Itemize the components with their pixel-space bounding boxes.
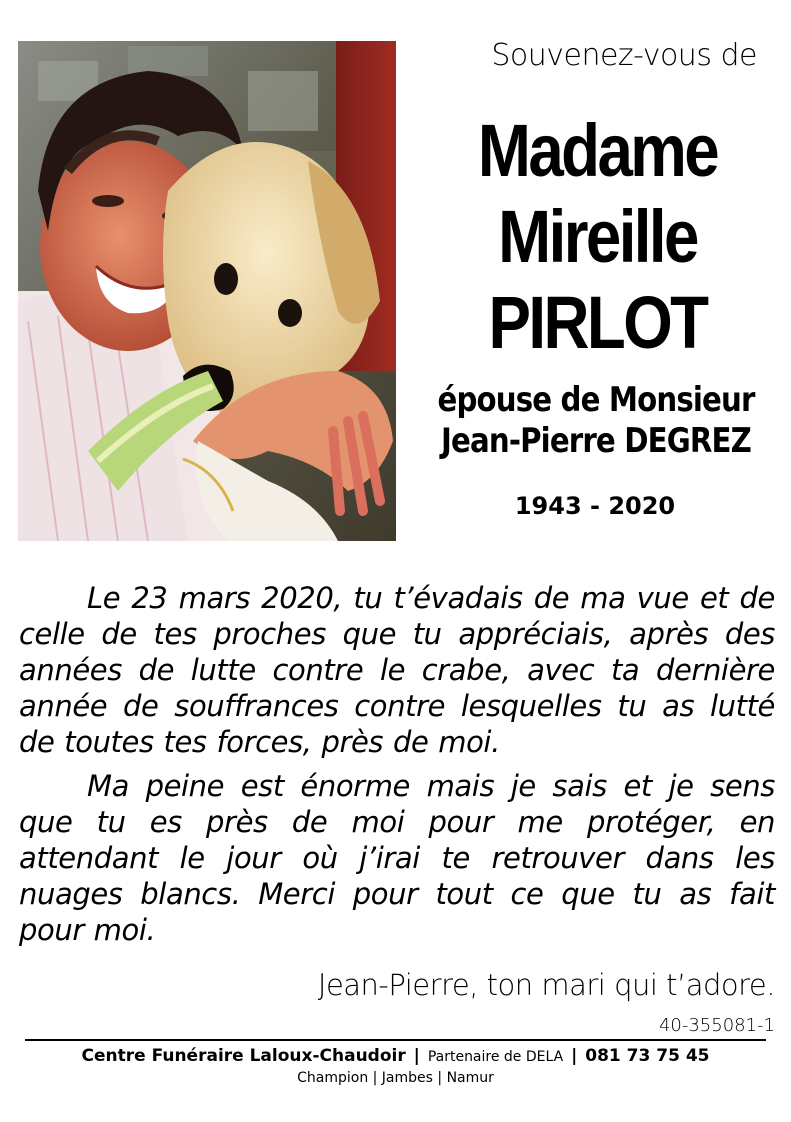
name-last: PIRLOT [488,281,707,364]
spouse-line-1: épouse de Monsieur [437,380,755,420]
deceased-name [436,108,759,366]
divider [25,1039,766,1041]
memorial-paragraph-2: Ma peine est énorme mais je sais et je sens que tu es près de moi pour me protéger, en attendant le jour où j’irai te retrouver dans les nuages blancs. Merci pour tout ce que tu as fait pour moi. [19,769,775,947]
footer-separator: | [413,1046,420,1066]
footer [18,1046,773,1086]
life-years: 1943 - 2020 [514,492,676,520]
funeral-home-name: Centre Funéraire Laloux-Chaudoir [81,1046,406,1066]
reference-number: 40-355081-1 [658,1015,775,1036]
memorial-text [19,580,775,956]
partner-text: Partenaire de DELA [427,1049,564,1065]
intro-text: Souvenez-vous de [491,38,757,73]
phone-number: 081 73 75 45 [585,1046,710,1066]
spouse-line-2: Jean-Pierre DEGREZ [440,421,751,461]
name-title: Madame [477,109,718,192]
portrait-illustration [18,41,396,541]
portrait-photo [18,41,396,541]
footer-locations: Champion | Jambes | Namur [297,1070,494,1086]
name-first: Mireille [498,195,697,278]
memorial-paragraph-1: Le 23 mars 2020, tu t’évadais de ma vue et de celle de tes proches que tu appréciais, après des années de lutte contre le crabe, avec ta dernière année de souffrances contre lesquelles tu as lutté de toutes tes forces, près de moi. [19,581,775,759]
footer-line-1 [18,1046,773,1066]
spouse-info [432,380,761,462]
footer-separator: | [571,1046,578,1066]
signature: Jean-Pierre, ton mari qui t’adore. [317,968,775,1002]
